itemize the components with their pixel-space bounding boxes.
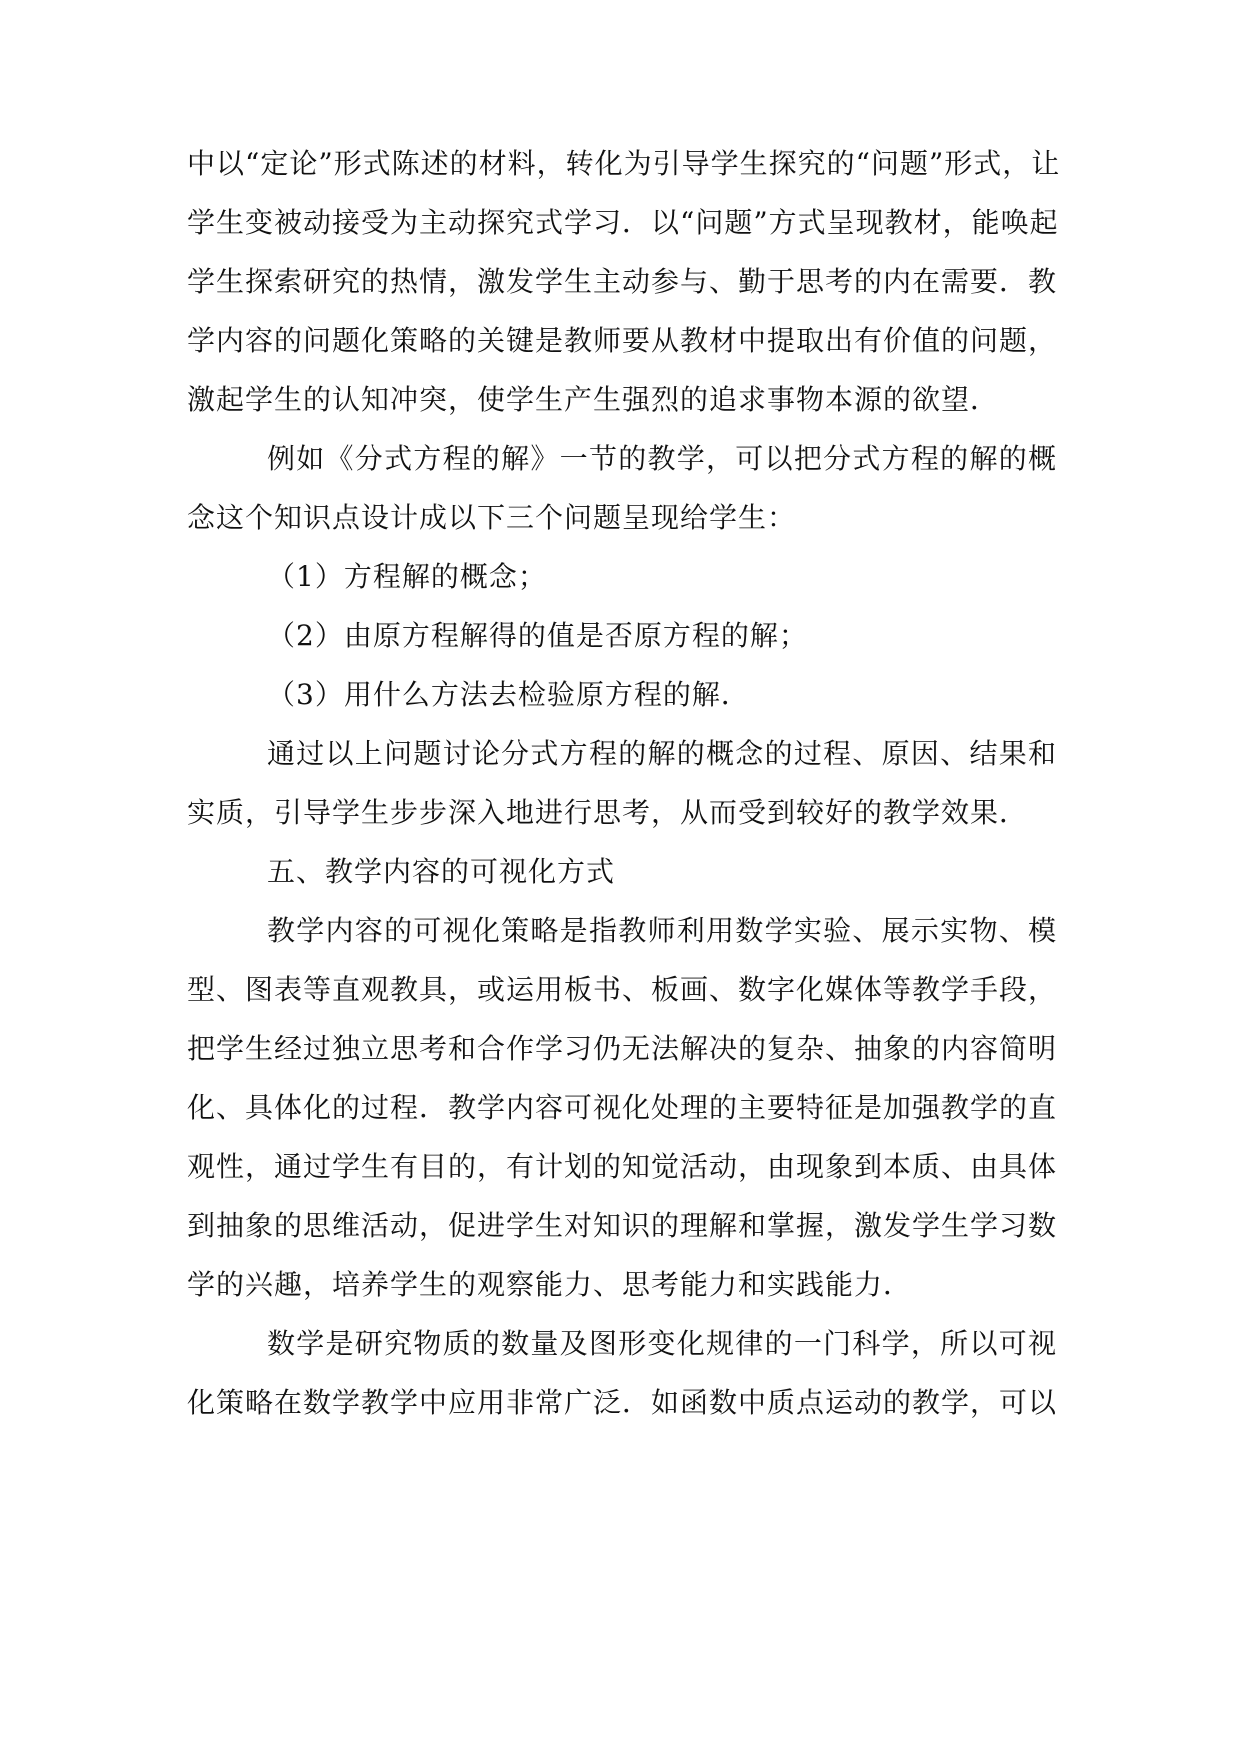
paragraph-line: 到抽象的思维活动，促进学生对知识的理解和掌握，激发学生学习数 xyxy=(187,1209,1058,1242)
paragraph-line: 念这个知识点设计成以下三个问题呈现给学生： xyxy=(187,501,797,534)
section-heading: 五、教学内容的可视化方式 xyxy=(267,855,616,888)
paragraph-line: 化、具体化的过程．教学内容可视化处理的主要特征是加强教学的直 xyxy=(187,1091,1058,1124)
paragraph-line: 教学内容的可视化策略是指教师利用数学实验、展示实物、模 xyxy=(267,914,1057,947)
paragraph-line: 学内容的问题化策略的关键是教师要从教材中提取出有价值的问题， xyxy=(187,324,1058,357)
paragraph-line: 例如《分式方程的解》一节的教学，可以把分式方程的解的概 xyxy=(267,442,1057,475)
list-item: （2）由原方程解得的值是否原方程的解； xyxy=(267,619,808,652)
list-item: （3）用什么方法去检验原方程的解． xyxy=(267,678,750,711)
paragraph-line: 把学生经过独立思考和合作学习仍无法解决的复杂、抽象的内容简明 xyxy=(187,1032,1058,1065)
paragraph-line: 通过以上问题讨论分式方程的解的概念的过程、原因、结果和 xyxy=(267,737,1057,770)
paragraph-line: 数学是研究物质的数量及图形变化规律的一门科学，所以可视 xyxy=(267,1327,1057,1360)
paragraph-line: 型、图表等直观教具，或运用板书、板画、数字化媒体等教学手段， xyxy=(187,973,1058,1006)
paragraph-line: 激起学生的认知冲突，使学生产生强烈的追求事物本源的欲望． xyxy=(187,383,1000,416)
paragraph-line: 观性，通过学生有目的，有计划的知觉活动，由现象到本质、由具体 xyxy=(187,1150,1058,1183)
paragraph-line: 学生探索研究的热情，激发学生主动参与、勤于思考的内在需要．教 xyxy=(187,265,1058,298)
paragraph-line: 中以“定论”形式陈述的材料，转化为引导学生探究的“问题”形式，让 xyxy=(187,147,1061,180)
paragraph-line: 实质，引导学生步步深入地进行思考，从而受到较好的教学效果． xyxy=(187,796,1029,829)
paragraph-line: 化策略在数学教学中应用非常广泛．如函数中质点运动的教学，可以 xyxy=(187,1386,1058,1419)
list-item: （1）方程解的概念； xyxy=(267,560,547,593)
paragraph-line: 学的兴趣，培养学生的观察能力、思考能力和实践能力． xyxy=(187,1268,913,1301)
paragraph-line: 学生变被动接受为主动探究式学习．以“问题”方式呈现教材，能唤起 xyxy=(187,206,1059,239)
